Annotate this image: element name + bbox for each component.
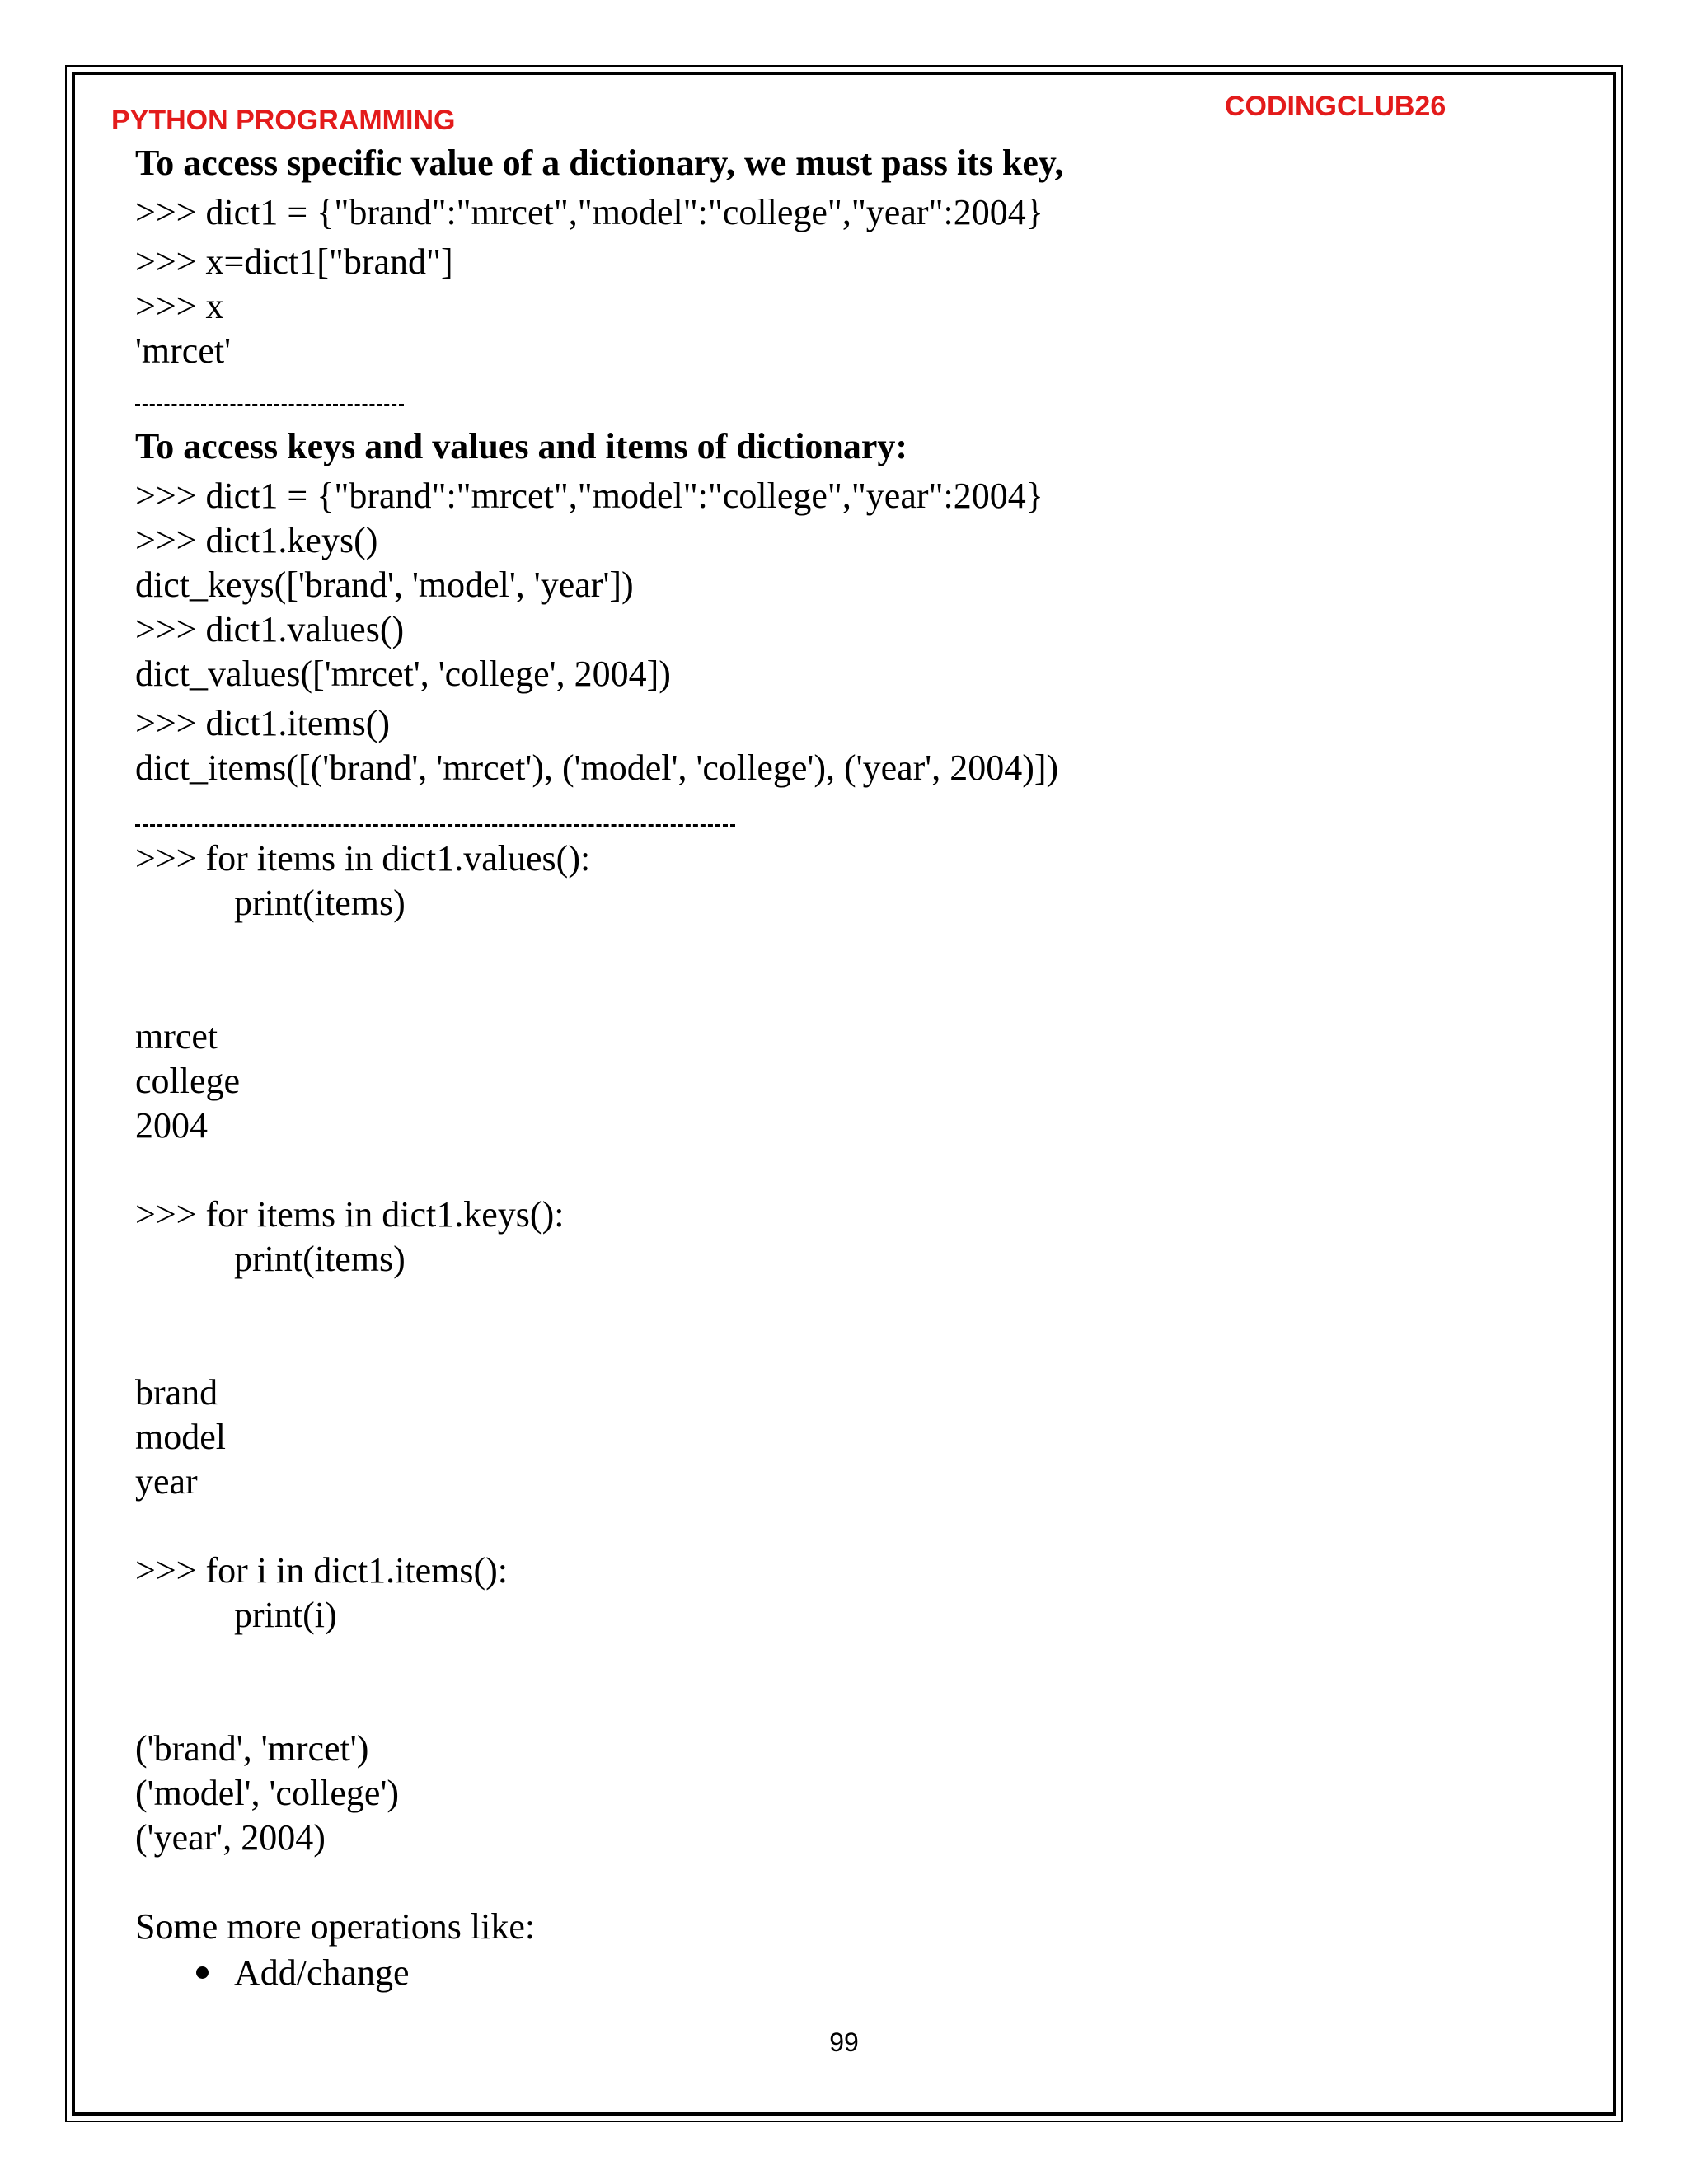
output-line: model: [135, 1417, 226, 1457]
header-club-name: CODINGCLUB26: [1225, 91, 1447, 122]
section-heading-access-value: To access specific value of a dictionary, we must pass its key,: [135, 143, 1064, 183]
dashed-separator: [135, 824, 735, 827]
code-line: print(items): [234, 883, 406, 923]
page-number: 99: [829, 2027, 859, 2057]
output-line: brand: [135, 1372, 218, 1413]
bullet-item: Add/change: [234, 1952, 410, 1993]
output-line: year: [135, 1461, 198, 1502]
output-line: 2004: [135, 1105, 208, 1146]
code-line: >>> dict1 = {"brand":"mrcet","model":"college","year":2004}: [135, 476, 1043, 516]
output-line: mrcet: [135, 1016, 218, 1057]
output-line: dict_items([('brand', 'mrcet'), ('model', 'college'), ('year', 2004)]): [135, 748, 1059, 788]
code-line: print(items): [234, 1239, 406, 1279]
dashed-separator: [135, 404, 404, 406]
body-text: Some more operations like:: [135, 1906, 536, 1947]
code-line: >>> for i in dict1.items():: [135, 1550, 509, 1591]
section-heading-keys-values: To access keys and values and items of dictionary:: [135, 426, 908, 466]
code-line: >>> for items in dict1.values():: [135, 838, 591, 879]
bullet-icon: [196, 1966, 209, 1979]
code-line: >>> x=dict1["brand"]: [135, 241, 453, 282]
code-line: >>> x: [135, 286, 224, 326]
output-line: dict_values(['mrcet', 'college', 2004]): [135, 654, 671, 694]
code-line: >>> dict1 = {"brand":"mrcet","model":"college","year":2004}: [135, 192, 1043, 232]
code-line: >>> dict1.keys(): [135, 520, 378, 560]
output-line: college: [135, 1061, 241, 1101]
output-line: ('brand', 'mrcet'): [135, 1728, 369, 1769]
output-line: ('year', 2004): [135, 1817, 326, 1858]
output-line: 'mrcet': [135, 330, 232, 371]
output-line: dict_keys(['brand', 'model', 'year']): [135, 565, 634, 605]
header-title: PYTHON PROGRAMMING: [111, 105, 456, 136]
code-line: >>> for items in dict1.keys():: [135, 1194, 565, 1235]
output-line: ('model', 'college'): [135, 1773, 400, 1813]
code-line: print(i): [234, 1595, 337, 1635]
code-line: >>> dict1.items(): [135, 703, 391, 743]
code-line: >>> dict1.values(): [135, 609, 405, 649]
